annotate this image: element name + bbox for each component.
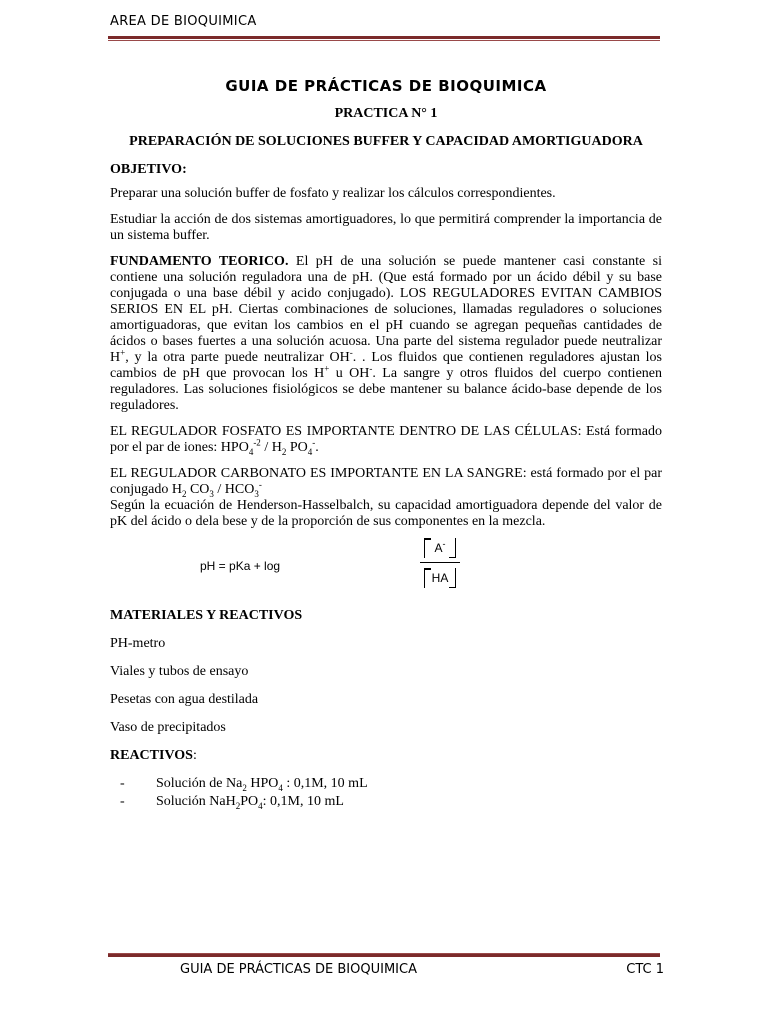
objetivo-paragraph-1: Preparar una solución buffer de fosfato y realizar los cálculos correspondientes. xyxy=(110,186,556,201)
document-title: GUIA DE PRÁCTICAS DE BIOQUIMICA xyxy=(225,77,547,95)
materiales-heading: MATERIALES Y REACTIVOS xyxy=(110,608,303,623)
material-item: Vaso de precipitados xyxy=(110,720,226,735)
header-rule xyxy=(108,36,660,41)
fundamento-paragraph: FUNDAMENTO TEORICO. El pH de una solución se puede mantener casi constante si contiene una solución reguladora una de pH. (Que está formado por un ácido débil y su base conjugada o una base débil y acido conjugado). LOS REGULADORES EVITAN CAMBIOS SERIOS EN EL pH. Ciertas combinaciones de soluciones, llamadas reguladores o soluciones amortiguadoras, que evitan los cambios en el pH cuando se agregan pequeñas cantidades de ácidos o bases fuertes a una solución acuosa. Una parte del sistema regulador puede neutralizar H+, y la otra parte puede neutralizar OH-. . Los fluidos que contienen reguladores ajustan los cambios de pH que provocan los H+ u OH-. La sangre y otros fluidos del cuerpo contienen reguladores. Las soluciones fisiológicos se debe mantener su balance ácido-base depende de los reguladores. xyxy=(110,254,663,413)
material-item: PH-metro xyxy=(110,636,166,651)
page-number: CTC 1 xyxy=(626,962,664,977)
fraction-numerator: A- xyxy=(424,538,456,558)
reactivo-item: - Solución $NaH_2PO_4$: 0,1M, 10 mL xyxy=(120,794,662,810)
material-item: Viales y tubos de ensayo xyxy=(110,664,249,679)
reactivo-item: - Solución de $Na_2$ $HPO_4$ : 0,1M, 10 mL xyxy=(120,776,662,792)
fraction-denominator: HA xyxy=(424,568,456,588)
document-body xyxy=(110,78,662,812)
reactivos-heading: REACTIVOS: xyxy=(110,748,197,763)
objetivo-heading: OBJETIVO: xyxy=(110,162,187,177)
material-item: Pesetas con agua destilada xyxy=(110,692,259,707)
page-header: AREA DE BIOQUIMICA xyxy=(110,14,257,29)
footer-rule xyxy=(108,952,660,957)
fraction-bar xyxy=(420,562,460,563)
carbonato-paragraph: EL REGULADOR CARBONATO ES IMPORTANTE EN LA SANGRE: está formado por el par conjugado $H_2$ $CO_3 / HCO_3^-$ Según la ecuación de Henderson-Hasselbalch, su capacidad amortiguadora depende del valor de pK del ácido o dela bese y de la proporción de sus componentes en la mezcla. xyxy=(110,466,662,529)
practice-title: PREPARACIÓN DE SOLUCIONES BUFFER Y CAPACIDAD AMORTIGUADORA xyxy=(129,134,643,149)
fundamento-heading: FUNDAMENTO TEORICO. xyxy=(110,254,289,269)
fosfato-paragraph: EL REGULADOR FOSFATO ES IMPORTANTE DENTRO DE LAS CÉLULAS: Está formado por el par de iones: $HPO_4^{-2} / H_2$ $PO_4^-$. xyxy=(110,424,662,457)
footer-title: GUIA DE PRÁCTICAS DE BIOQUIMICA xyxy=(180,962,417,977)
henderson-hasselbalch-equation xyxy=(110,536,662,592)
reactivos-list xyxy=(110,776,662,810)
objetivo-paragraph-2: Estudiar la acción de dos sistemas amortiguadores, lo que permitirá comprender la importancia de un sistema buffer. xyxy=(110,212,662,243)
practice-number: PRACTICA N° 1 xyxy=(334,106,438,121)
equation-fraction xyxy=(420,536,460,592)
equation-lhs: pH = pKa + log xyxy=(200,559,281,573)
